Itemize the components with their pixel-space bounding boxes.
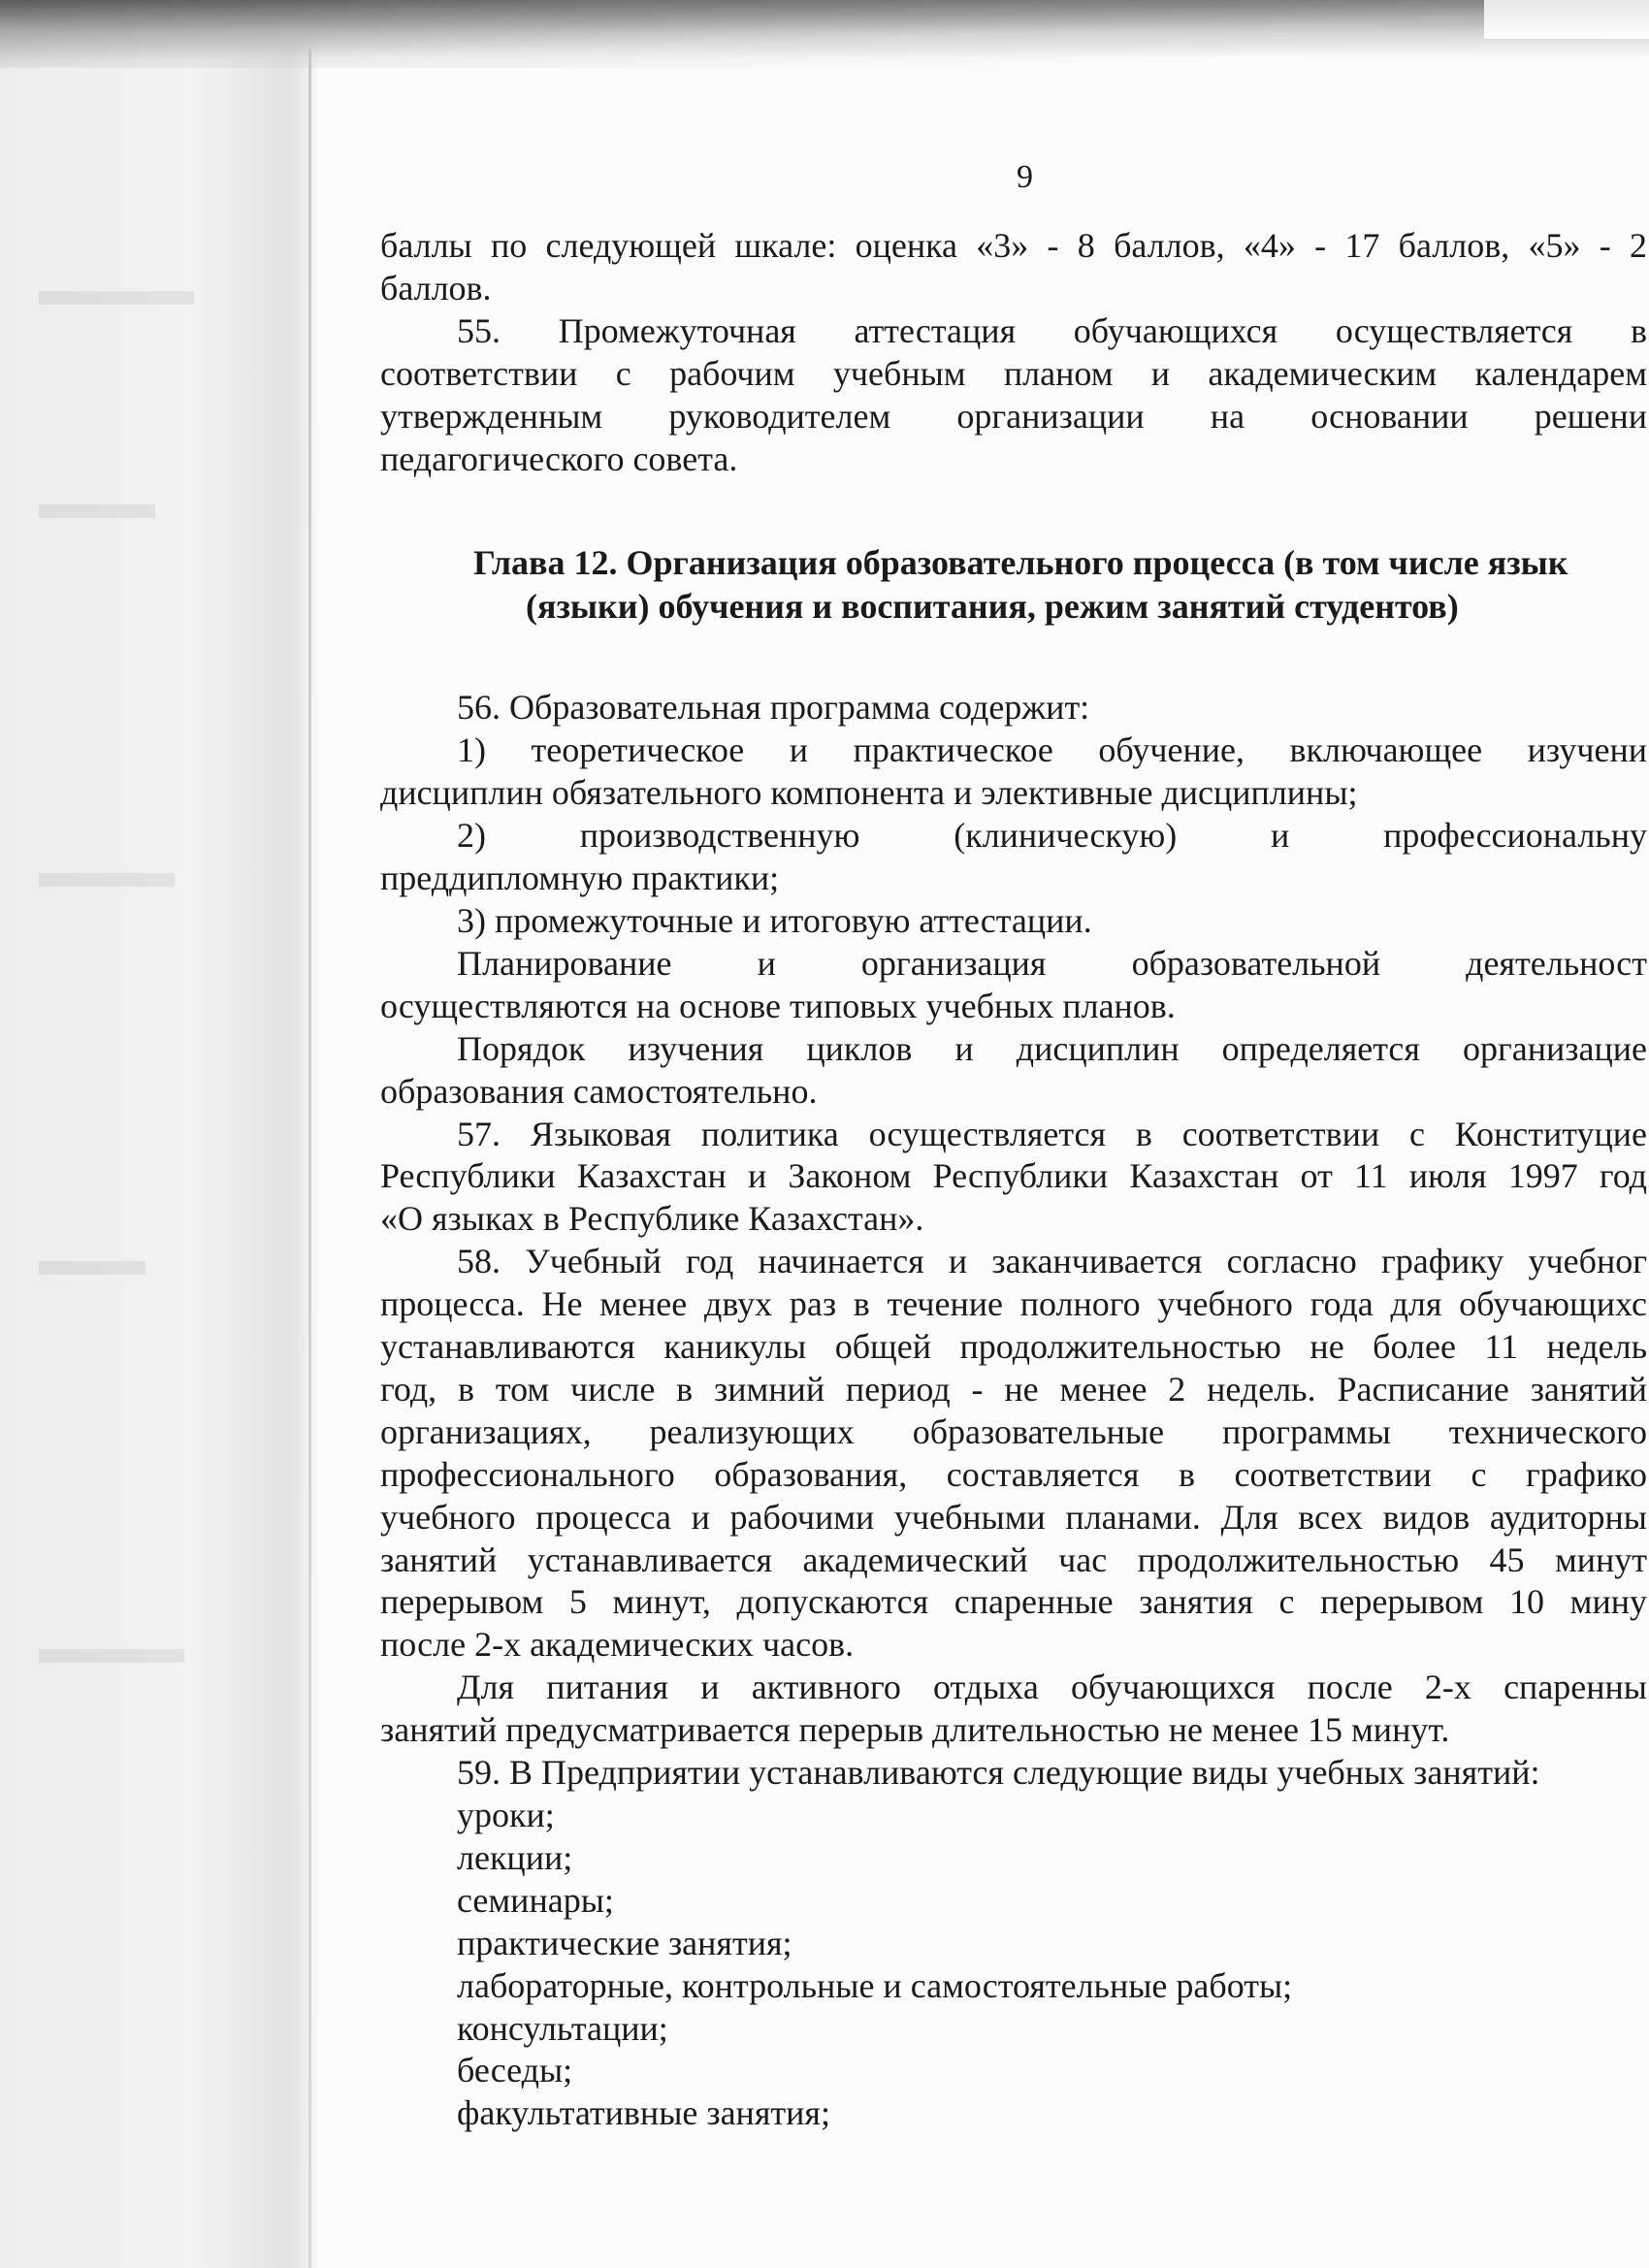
text-line: занятий устанавливается академический час продолжительностью 45 минут — [380, 1539, 1647, 1579]
text-line: баллов. — [380, 268, 492, 308]
bleed-through-mark — [39, 1649, 184, 1663]
bleed-through-mark — [39, 873, 175, 887]
text-line: дисциплин обязательного компонента и элективные дисциплины; — [380, 773, 1358, 813]
text-line: Республики Казахстан и Законом Республики Казахстан от 11 июля 1997 год — [380, 1156, 1647, 1196]
bleed-through-mark — [39, 291, 194, 305]
page-number: 9 — [1017, 159, 1033, 195]
text-line: Планирование и организация образовательной деятельност — [457, 943, 1647, 983]
list-item: консультации; — [457, 2008, 668, 2048]
page-fold-line — [308, 49, 311, 2268]
text-line: устанавливаются каникулы общей продолжительностью не более 11 недель — [380, 1327, 1647, 1367]
paragraph-57-start: 57. Языковая политика осуществляется в соответствии с Конституцие — [457, 1114, 1647, 1153]
paragraph-58-start: 58. Учебный год начинается и заканчивается согласно графику учебног — [457, 1242, 1647, 1281]
paragraph-55-start: 55. Промежуточная аттестация обучающихся осуществляется в — [457, 310, 1647, 350]
list-item: 3) промежуточные и итоговую аттестации. — [457, 900, 1092, 940]
bleed-through-mark — [39, 1261, 146, 1275]
text-line: осуществляются на основе типовых учебных планов. — [380, 986, 1176, 1025]
list-item: семинары; — [457, 1880, 614, 1920]
document-body — [380, 225, 1647, 2135]
text-line: профессионального образования, составляется в соответствии с графико — [380, 1454, 1647, 1494]
text-line: преддипломную практики; — [380, 859, 780, 898]
page-fold-shadow — [0, 0, 320, 2268]
text-line: педагогического совета. — [380, 438, 738, 478]
chapter-heading: Глава 12. Организация образовательного процесса (в том числе язык — [473, 543, 1568, 583]
text-line: баллы по следующей шкале: оценка «3» - 8 баллов, «4» - 17 баллов, «5» - 2 — [380, 226, 1647, 265]
paragraph-59-start: 59. В Предприятии устанавливаются следующие виды учебных занятий: — [457, 1753, 1540, 1793]
bleed-through-mark — [39, 504, 155, 518]
text-line: Порядок изучения циклов и дисциплин определяется организацие — [457, 1028, 1647, 1068]
scan-top-right-edge — [1484, 0, 1649, 39]
text-line: после 2-х академических часов. — [380, 1625, 855, 1665]
text-line: соответствии с рабочим учебным планом и академическим календарем — [380, 353, 1647, 393]
list-item: 2) производственную (клиническую) и профессиональну — [457, 816, 1647, 856]
text-line: учебного процесса и рабочими учебными планами. Для всех видов аудиторны — [380, 1497, 1647, 1537]
list-item: уроки; — [457, 1796, 555, 1834]
text-line: перерывом 5 минут, допускаются спаренные занятия с перерывом 10 мину — [380, 1582, 1647, 1622]
text-line: занятий предусматривается перерыв длительностью не менее 15 минут. — [380, 1710, 1450, 1750]
text-line: «О языках в Республике Казахстан». — [380, 1199, 924, 1239]
text-line: организациях, реализующих образовательные программы технического — [380, 1411, 1647, 1451]
scan-top-wedge — [0, 0, 1649, 68]
list-item: 1) теоретическое и практическое обучение, включающее изучени — [457, 730, 1647, 770]
text-line: утвержденным руководителем организации на основании решени — [380, 396, 1647, 436]
text-line: образования самостоятельно. — [380, 1071, 818, 1111]
list-item: лекции; — [457, 1837, 573, 1877]
list-item: беседы; — [457, 2051, 573, 2090]
text-line: Для питания и активного отдыха обучающихся после 2-х спаренны — [457, 1668, 1647, 1707]
list-item: лабораторные, контрольные и самостоятельные работы; — [457, 1965, 1293, 2005]
text-line: год, в том числе в зимний период - не менее 2 недель. Расписание занятий — [380, 1369, 1647, 1409]
chapter-heading-continued: (языки) обучения и воспитания, режим занятий студентов) — [526, 587, 1459, 627]
list-item: факультативные занятия; — [457, 2093, 830, 2133]
list-item: практические занятия; — [457, 1923, 792, 1962]
paragraph-56-start: 56. Образовательная программа содержит: — [457, 688, 1090, 728]
text-line: процесса. Не менее двух раз в течение полного учебного года для обучающихс — [380, 1284, 1647, 1324]
